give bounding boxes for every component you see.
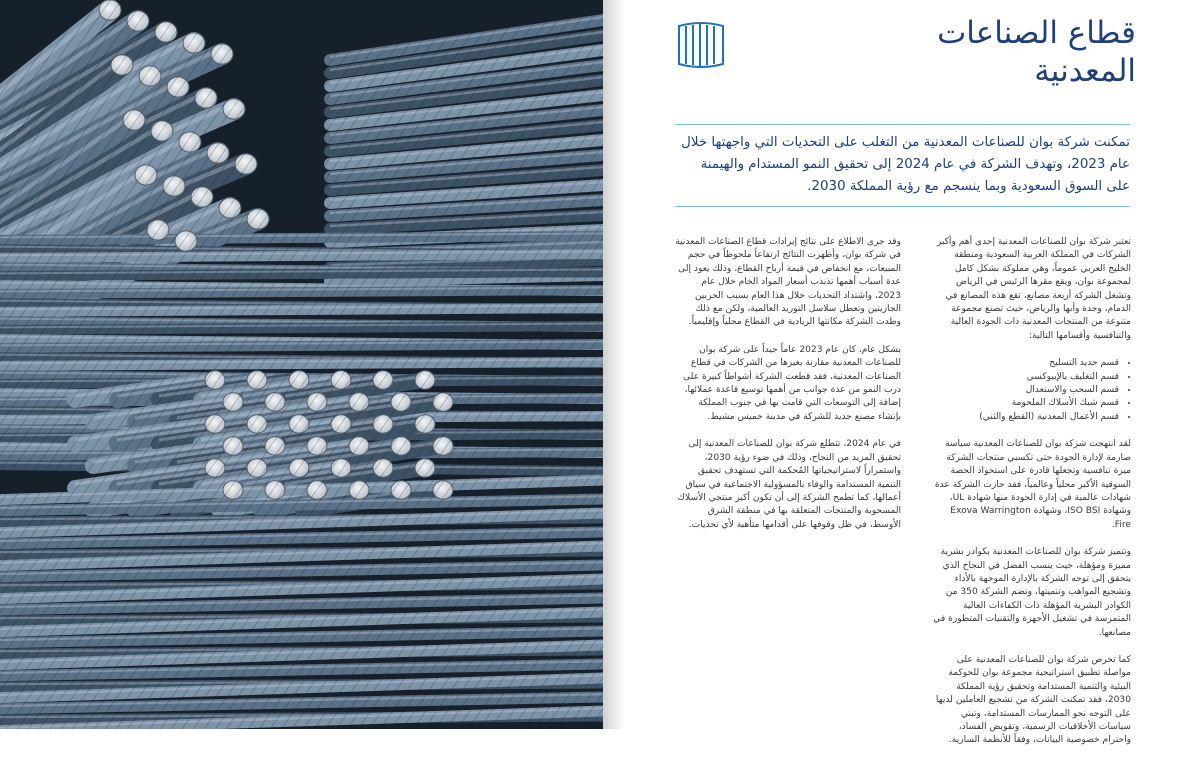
list-item: • قسم التغليف بالإيبوكسي: [933, 371, 1119, 384]
paragraph: بشكل عام، كان عام 2023 عاماً جيداً على شركة بوان للصناعات المعدنية مقارنة بغيرها من الشركات في قطاع الصناعات المعدنية، فقد قطعت الشركة أشواطاً كبيرة على درب النمو من عدة جوانب من أهمها توسيع قاعدة عملائها، إضافة إلى التوسعات التي قامت بها في جنوب المملكة بإنشاء مصنع جديد للشركة في مدينة خميس مشيط.: [683, 344, 901, 422]
title-line-1: قطاع الصناعات: [937, 15, 1136, 51]
paragraph: تعتبر شركة بوان للصناعات المعدنية إحدى أهم وأكبر الشركات في المملكة العربية السعودية ومنطقة الخليج العربي عموماً، وهي مملوكة بشكل كامل لمجموعة بوان، ويقع مقرها الرئيس في الرياض وتشغل الشركة أربعة مصانع، تقع هذه المصانع في الدمام، وجدة وأبها والرياض، حيث تصنع مجموعة متنوعة من المنتجات المعدنية ذات الجودة العالية والتنافسية وأقسامها التالية:: [936, 237, 1131, 341]
bawan-logo-icon: [675, 20, 727, 70]
list-item: • قسم الأعمال المعدنية (القطع والثني): [933, 411, 1119, 424]
paragraph: وتتميز شركة بوان للصناعات المعدنية بكوادر بشرية مميزة ومؤهلة، حيث ينسب الفضل في النجاح الذي يتحقق إلى توجه الشركة بالإدارة الموجهة بالأداء وتشجيع المواهب وتنميتها، وتضم الشركة 350 من الكوادر البشرية المؤهلة ذات الكفاءات العالية المتمرسة في تشغيل الأجهزة والتقنيات المتطورة في مصانعها.: [933, 547, 1131, 638]
title-line-2: المعدنية: [1034, 53, 1136, 89]
intro-bottom-rule: [675, 206, 1130, 207]
page-title: [876, 14, 1136, 90]
paragraph: كما تحرص شركة بوان للصناعات المعدنية على مواصلة تطبيق استراتيجية مجموعة بوان للحوكمة البيئية والتنمية المستدامة وتحقيق رؤية المملكة 2030، فقد تمكنت الشركة من تشجيع العاملين لديها على التوجه نحو الممارسات المستدامة، وتبني سياسات الأخلاقيات الرسمية، وتقويض الفساد، واحترام خصوصية البيانات، وفقاً للأنظمة السارية.: [935, 654, 1131, 746]
right-text-column: [933, 236, 1131, 762]
left-text-column: [675, 236, 901, 546]
list-item: • قسم حديد التسليح: [933, 357, 1119, 370]
text-page: [603, 0, 1200, 746]
intro-top-rule: [675, 124, 1130, 125]
intro-paragraph: تمكنت شركة بوان للصناعات المعدنية من التغلب على التحديات التي واجهتها خلال عام 2023، وتهدف الشركة في عام 2024 إلى تحقيق النمو المستدام والهيمنة على السوق السعودية وبما ينسجم مع رؤية المملكة 2030.: [681, 135, 1130, 194]
paragraph: لقد انتهجت شركة بوان للصناعات المعدنية سياسة صارمة لإدارة الجودة حتى تكسبي منتجات الشركة ميزة تنافسية وتجعلها قادرة على استحواذ الحصة السوقية الأكبر محلياً وعالمياً، فقد حازت الشركة عدة شهادات عالمية في إدارة الجودة منها شهادة UL، وشهادة ISO BSI، وشهادة Exova Warrington Fire.: [934, 439, 1131, 530]
rebar-photo: [0, 0, 603, 729]
paragraph: في عام 2024، تتطلع شركة بوان للصناعات المعدنية إلى تحقيق المزيد من النجاح، وذلك في ضوء رؤية 2030، واستمراراً لاستراتيجياتها المُحكمة التي تستهدف تحقيق التنمية المستدامة والوفاء بالمسؤولية الاجتماعية في سياق أعمالها، كما تطمح الشركة إلى أن تكون أكبر منتجي الأسلاك المسحوبة والمنتجات المتعلقة بها في منطقة الشرق الأوسط، في ظل وقوفها على أقدامها متأهبة لأي تحديات.: [677, 439, 901, 530]
list-item: • قسم السحب والاستعدال: [933, 384, 1119, 397]
divisions-list: [933, 357, 1131, 424]
rebar-illustration: [0, 0, 603, 729]
list-item: • قسم شبك الأسلاك الملحومة: [933, 397, 1119, 410]
paragraph: وقد جرى الاطلاع على نتائج إيرادات قطاع الصناعات المعدنية في شركة بوان، وأظهرت النتائج ارتفاعاً ملحوظاً في حجم المبيعات، مع انخفاض في قيمة أرباح القطاع، وذلك يعود إلى عدة أسباب أهمها تذبذب أسعار المواد الخام خلال عام 2023، واشتداد التحديات خلال هذا العام بسبب الحربين الجاريتين وتعطل سلاسل التوريد العالمية، ولكن مع ذلك وطدت الشركة مكانتها الريادية في القطاع محلياً وإقليمياً.: [675, 237, 901, 328]
